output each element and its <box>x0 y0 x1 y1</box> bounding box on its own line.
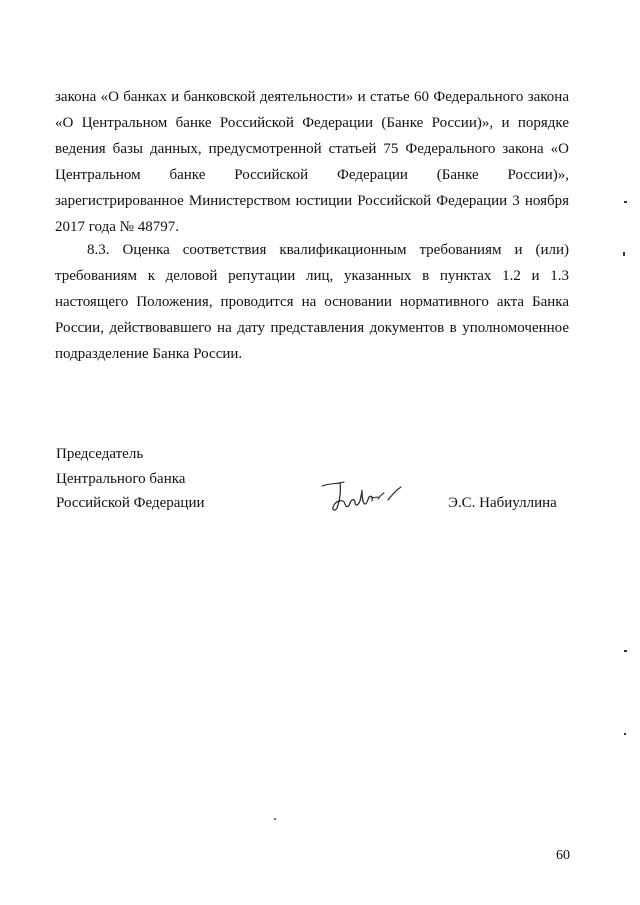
text-line: настоящего Положения, проводится на основании нормативного акта Банка <box>55 294 569 310</box>
text-line: закона «О банках и банковской деятельности» и статье 60 Федерального закона <box>55 89 569 105</box>
text-line: ведения базы данных, предусмотренной статьей 75 Федерального закона «О <box>55 141 569 157</box>
text-line: подразделение Банка России. <box>55 346 243 362</box>
signatory-title-line: Центрального банка <box>56 471 186 487</box>
paragraph-8-3 <box>55 237 569 367</box>
scan-artifact <box>624 201 627 203</box>
text-line: России, действовавшего на дату представления документов в уполномоченное <box>55 320 569 336</box>
signatory-name: Э.С. Набиуллина <box>448 495 557 511</box>
text-line: «О Центральном банке Российской Федерации (Банке России)», и порядке <box>55 115 569 131</box>
handwritten-signature <box>318 470 408 518</box>
page-number: 60 <box>556 848 570 863</box>
scan-artifact <box>274 818 276 820</box>
text-line: 8.3. Оценка соответствия квалификационным требованиям и (или) <box>87 242 569 258</box>
text-line: 2017 года № 48797. <box>55 219 179 235</box>
scan-artifact <box>624 733 626 735</box>
text-line: зарегистрированное Министерством юстиции Российской Федерации 3 ноября <box>55 193 569 209</box>
signatory-title-line: Председатель <box>56 446 144 462</box>
scan-artifact <box>623 252 625 256</box>
paragraph-continuation <box>55 84 569 240</box>
signatory-title-line: Российской Федерации <box>56 495 205 511</box>
scan-artifact <box>624 650 627 652</box>
text-line: требованиям к деловой репутации лиц, указанных в пунктах 1.2 и 1.3 <box>55 268 569 284</box>
text-line: Центральном банке Российской Федерации (Банке России)», <box>55 167 569 183</box>
